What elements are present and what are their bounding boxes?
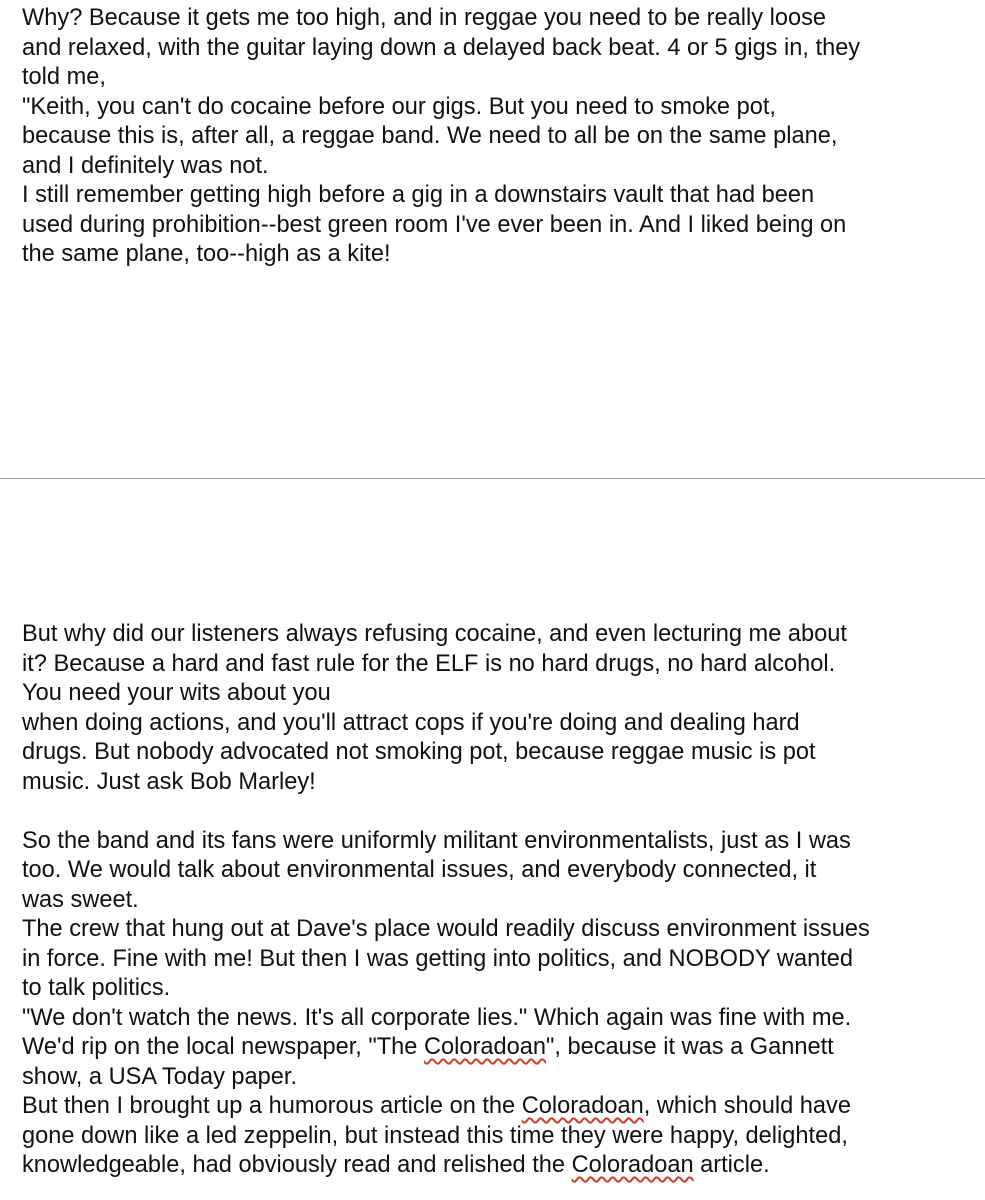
- text-line: Why? Because it gets me too high, and in reggae you need to be really loose: [22, 5, 827, 31]
- text-line: [22, 1151, 972, 1181]
- text-fragment: , which should have: [643, 1093, 851, 1119]
- text-line: too. We would talk about environmental issues, and everybody connected, it: [22, 857, 817, 883]
- text-line: gone down like a led zeppelin, but instead this time they were happy, delighted,: [22, 1122, 848, 1149]
- text-line: So the band and its fans were uniformly militant environmentalists, just as I was: [22, 827, 851, 854]
- text-line: drugs. But nobody advocated not smoking pot, because reggae music is pot: [22, 739, 816, 765]
- text-line: when doing actions, and you'll attract cops if you're doing and dealing hard: [22, 709, 800, 736]
- text-line: "Keith, you can't do cocaine before our gigs. But you need to smoke pot,: [22, 93, 776, 120]
- text-line: I still remember getting high before a gig in a downstairs vault that had been: [22, 182, 815, 208]
- text-line: to talk politics.: [22, 975, 171, 1001]
- text-line: But why did our listeners always refusing cocaine, and even lecturing me about: [22, 621, 847, 647]
- text-line: You need your wits about you: [22, 680, 331, 706]
- text-fragment: knowledgeable, had obviously read and relished the: [22, 1152, 572, 1178]
- page-bottom-text[interactable]: [22, 620, 972, 1181]
- text-line: music. Just ask Bob Marley!: [22, 768, 316, 795]
- text-line: and relaxed, with the guitar laying down a delayed back beat. 4 or 5 gigs in, they: [22, 34, 861, 61]
- text-line: and I definitely was not.: [22, 152, 269, 179]
- text-line: The crew that hung out at Dave's place would readily discuss environment issues: [22, 916, 870, 942]
- spellcheck-flagged-word[interactable]: Coloradoan: [521, 1093, 644, 1119]
- text-fragment: ", because it was a Gannett: [545, 1034, 834, 1060]
- text-fragment: We'd rip on the local newspaper, "The: [22, 1034, 424, 1060]
- text-fragment: article.: [693, 1152, 770, 1178]
- text-line: the same plane, too--high as a kite!: [22, 241, 391, 267]
- spellcheck-flagged-word[interactable]: Coloradoan: [571, 1152, 694, 1178]
- text-line: [22, 1033, 972, 1063]
- text-line: show, a USA Today paper.: [22, 1063, 298, 1090]
- text-line: told me,: [22, 64, 106, 90]
- text-line: [22, 1092, 972, 1122]
- text-fragment: But then I brought up a humorous article on the: [22, 1093, 522, 1119]
- text-line: it? Because a hard and fast rule for the ELF is no hard drugs, no hard alcohol.: [22, 650, 836, 677]
- text-line: because this is, after all, a reggae band. We need to all be on the same plane,: [22, 123, 838, 149]
- text-line: in force. Fine with me! But then I was getting into politics, and NOBODY wanted: [22, 945, 853, 972]
- text-line: "We don't watch the news. It's all corporate lies." Which again was fine with me.: [22, 1004, 852, 1031]
- spellcheck-flagged-word[interactable]: Coloradoan: [423, 1034, 546, 1060]
- blank-line: [22, 797, 972, 827]
- text-line: was sweet.: [22, 886, 139, 913]
- page-top-text[interactable]: [22, 4, 972, 270]
- text-line: used during prohibition--best green room I've ever been in. And I liked being on: [22, 211, 847, 238]
